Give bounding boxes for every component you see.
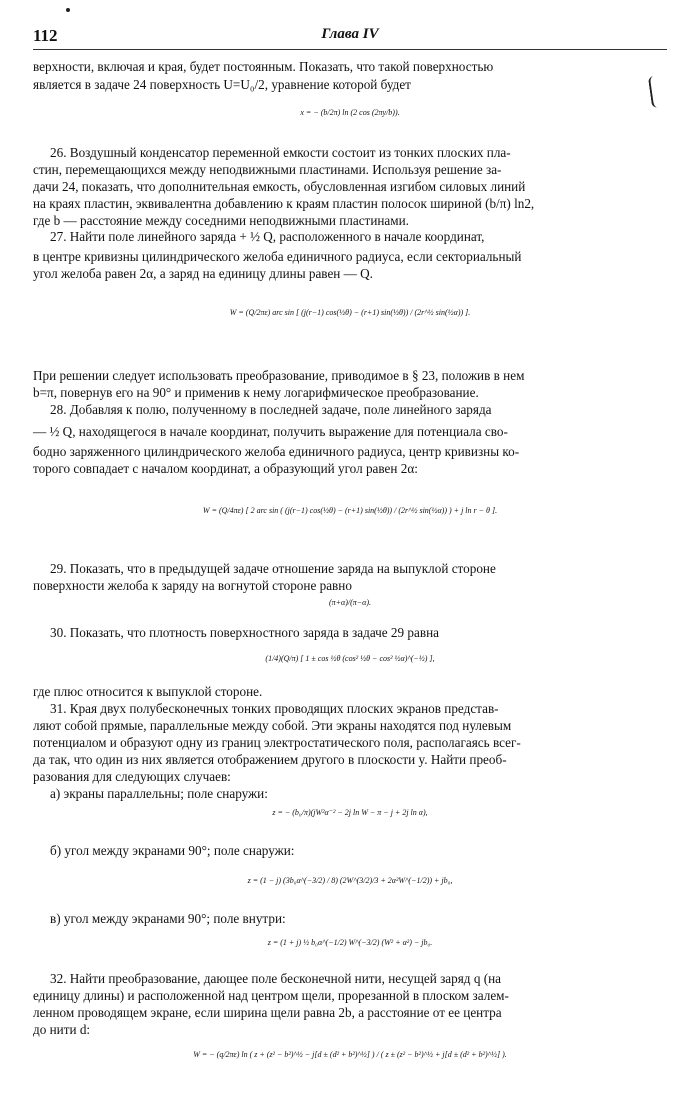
text-line: дачи 24, показать, что дополнительная емкость, обусловленная изгибом силовых линий — [33, 179, 526, 194]
text-line: b=π, повернув его на 90° и применив к нему логарифмическое преобразование. — [33, 385, 479, 400]
equation-x: x = − (b/2π) ln (2 cos (2πy/b)). — [300, 108, 400, 117]
text-line: в) угол между экранами 90°; поле внутри: — [50, 911, 286, 926]
header-rule — [33, 49, 667, 50]
equation-32: W = − (q/2πε) ln ( z + (z² − b²)^½ − j[d ± (d² + b²)^½] ) / ( z ± (z² − b²)^½ + j[d ± (d² + b²)^½] ). — [193, 1050, 507, 1059]
text-line: где b — расстояние между соседними неподвижными пластинами. — [33, 213, 409, 228]
text-line: стин, перемещающихся между неподвижными пластинами. Используя решение за- — [33, 162, 502, 177]
text-line: где плюс относится к выпуклой стороне. — [33, 684, 263, 699]
equation-w27: W = (Q/2πε) arc sin [ (j(r−1) cos(½θ) − (r+1) sin(½θ)) / (2r^½ sin(½α)) ]. — [229, 308, 471, 317]
text-line: поверхности желоба к заряду на вогнутой стороне равно — [33, 578, 352, 593]
text-line: а) экраны параллельны; поле снаружи: — [50, 786, 268, 801]
equation-31c: z = (1 + j) ½ b₀α^(−1/2) W^(−3/2) (W² + α²) − jb₀. — [267, 938, 433, 947]
text-line: является в задаче 24 поверхность U=U₀/2, уравнение которой будет — [33, 77, 411, 92]
text-line: на краях пластин, эквивалентна добавлению к краям пластин полосок шириной (b/π) ln2, — [33, 196, 535, 211]
text-line: да так, что один из них является отображением другого в плоскости y. Найти преоб- — [33, 752, 507, 767]
page-number: 112 — [33, 26, 58, 45]
equation-30: (1/4)(Q/π) [ 1 ± cos ½θ (cos² ½θ − cos² ½α)^(−½) ], — [265, 654, 435, 663]
text-line: б) угол между экранами 90°; поле снаружи: — [50, 843, 295, 858]
text-line: единицу длины) и расположенной над центром щели, прорезанной в плоском залем- — [33, 988, 509, 1003]
text-line: угол желоба равен 2α, а заряд на единицу длины равен — Q. — [33, 266, 373, 281]
text-line: 30. Показать, что плотность поверхностного заряда в задаче 29 равна — [50, 625, 440, 640]
text-line: 31. Края двух полубесконечных тонких проводящих плоских экранов представ- — [50, 701, 499, 716]
ink-dot — [66, 8, 70, 12]
text-line: 32. Найти преобразование, дающее поле бесконечной нити, несущей заряд q (на — [50, 971, 502, 986]
page-header — [33, 26, 667, 46]
text-line: до нити d: — [33, 1022, 91, 1037]
equation-29: (π+α)/(π−α). — [328, 598, 372, 607]
text-line: потенциалом и образуют одну из границ электростатического поля, располагаясь всег- — [33, 735, 521, 750]
text-line: торого совпадает с началом координат, а образующий угол равен 2α: — [33, 461, 418, 476]
text-line: 26. Воздушный конденсатор переменной емкости состоит из тонких плоских пла- — [50, 145, 511, 160]
text-line: в центре кривизны цилиндрического желоба единичного радиуса, если секториальный — [33, 249, 522, 264]
text-line: верхности, включая и края, будет постоянным. Показать, что такой поверхностью — [33, 59, 494, 74]
text-line: ляют собой прямые, параллельные между собой. Эти экраны находятся под нулевым — [33, 718, 512, 733]
text-line: ленном проводящем экране, если ширина щели равна 2b, а расстояние от ее центра — [33, 1005, 502, 1020]
text-line: 27. Найти поле линейного заряда + ½ Q, расположенного в начале координат, — [50, 229, 485, 244]
chapter-title: Глава IV — [321, 26, 379, 42]
equation-w28: W = (Q/4πε) [ 2 arc sin ( (j(r−1) cos(½θ) − (r+1) sin(½θ)) / (2r^½ sin(½α)) ) + j ln r − θ ]. — [202, 506, 498, 515]
text-line: 29. Показать, что в предыдущей задаче отношение заряда на выпуклой стороне — [50, 561, 496, 576]
equation-31a: z = − (b₀/π)(jW²α⁻² − 2j ln W − π − j + 2j ln α), — [272, 808, 428, 817]
text-line: 28. Добавляя к полю, полученному в последней задаче, поле линейного заряда — [50, 402, 492, 417]
text-line: При решении следует использовать преобразование, приводимое в § 23, положив в нем — [33, 368, 525, 383]
equation-31b: z = (1 − j) (3b₀α^(−3/2) / 8) (2W^(3/2)/3 + 2α²W^(−1/2)) + jb₀, — [247, 876, 453, 885]
text-line: разования для следующих случаев: — [33, 769, 231, 784]
text-line: бодно заряженного цилиндрического желоба единичного радиуса, центр кривизны ко- — [33, 444, 520, 459]
text-line: — ½ Q, находящегося в начале координат, получить выражение для потенциала сво- — [33, 424, 508, 439]
